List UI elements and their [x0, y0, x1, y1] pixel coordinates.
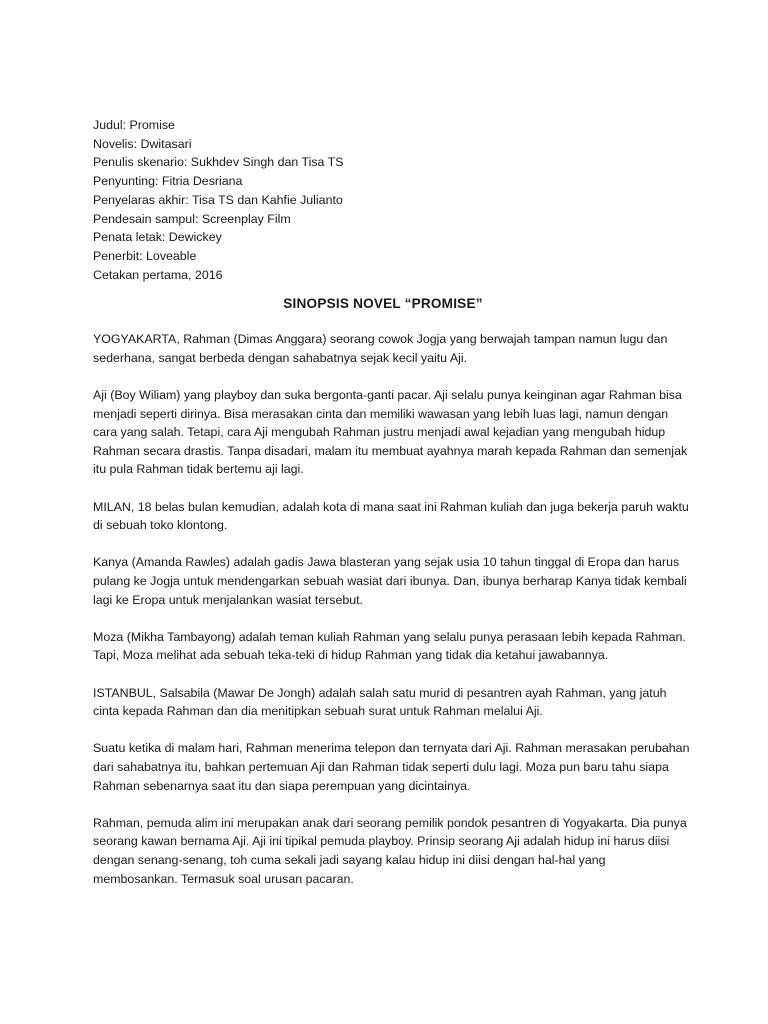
- detail-cover-designer: Pendesain sampul: Screenplay Film: [93, 211, 291, 226]
- detail-novelist: Novelis: Dwitasari: [93, 136, 192, 151]
- paragraph-moza: Moza (Mikha Tambayong) adalah teman kuliah Rahman yang selalu punya perasaan lebih kepada Rahman. Tapi, Moza melihat ada sebuah teka-teki di hidup Rahman yang tidak dia ketahui jawabannya.: [93, 629, 686, 663]
- paragraph-milan: MILAN, 18 belas bulan kemudian, adalah kota di mana saat ini Rahman kuliah dan juga bekerja paruh waktu di sebuah toko klontong.: [93, 499, 689, 533]
- synopsis-heading: SINOPSIS NOVEL “PROMISE”: [283, 296, 483, 312]
- detail-proofreader: Penyelaras akhir: Tisa TS dan Kahfie Julianto: [93, 192, 343, 207]
- paragraph-yogyakarta: YOGYAKARTA, Rahman (Dimas Anggara) seorang cowok Jogja yang berwajah tampan namun lugu dan sederhana, sangat berbeda dengan sahabatnya sejak kecil yaitu Aji.: [93, 332, 668, 365]
- detail-layout: Penata letak: Dewickey: [93, 230, 222, 245]
- book-details: [93, 116, 693, 284]
- document-page: [93, 116, 693, 888]
- detail-publisher: Penerbit: Loveable: [93, 248, 197, 263]
- paragraph-rahman: Rahman, pemuda alim ini merupakan anak dari seorang pemilik pondok pesantren di Yogyakarta. Dia punya seorang kawan bernama Aji. Aji ini tipikal pemuda playboy. Prinsip seorang Aji adalah hidup ini harus diisi dengan senang-senang, toh cuma sekali jadi sayang kalau hidup ini diisi dengan hal-hal yang membosankan. Termasuk soal urusan pacaran.: [93, 815, 687, 886]
- detail-edition: Cetakan pertama, 2016: [93, 267, 223, 282]
- detail-editor: Penyunting: Fitria Desriana: [93, 174, 243, 189]
- paragraph-phone-call: Suatu ketika di malam hari, Rahman menerima telepon dan ternyata dari Aji. Rahman merasakan perubahan dari sahabatnya itu, bahkan pertemuan Aji dan Rahman tidak seperti dulu lagi. Moza pun baru tahu siapa Rahman sebenarnya saat itu dan siapa perempuan yang dicintainya.: [93, 741, 690, 793]
- detail-screenwriter: Penulis skenario: Sukhdev Singh dan Tisa TS: [93, 155, 344, 170]
- paragraph-istanbul: ISTANBUL, Salsabila (Mawar De Jongh) adalah salah satu murid di pesantren ayah Rahman, yang jatuh cinta kepada Rahman dan dia menitipkan sebuah surat untuk Rahman melalui Aji.: [93, 685, 667, 719]
- paragraph-aji: Aji (Boy Wiliam) yang playboy dan suka bergonta-ganti pacar. Aji selalu punya keinginan agar Rahman bisa menjadi seperti dirinya. Bisa merasakan cinta dan memiliki wawasan yang lebih luas lagi, namun dengan cara yang salah. Tetapi, cara Aji mengubah Rahman justru menjadi awal kejadian yang mengubah hidup Rahman secara drastis. Tanpa disadari, malam itu membuat ayahnya marah kepada Rahman dan semenjak itu pula Rahman tidak bertemu aji lagi.: [93, 388, 688, 477]
- detail-title: Judul: Promise: [93, 118, 175, 132]
- paragraph-kanya: Kanya (Amanda Rawles) adalah gadis Jawa blasteran yang sejak usia 10 tahun tinggal di Eropa dan harus pulang ke Jogja untuk mendengarkan sebuah wasiat dari ibunya. Dan, ibunya berharap Kanya tidak kembali lagi ke Eropa untuk menjalankan wasiat tersebut.: [93, 555, 687, 607]
